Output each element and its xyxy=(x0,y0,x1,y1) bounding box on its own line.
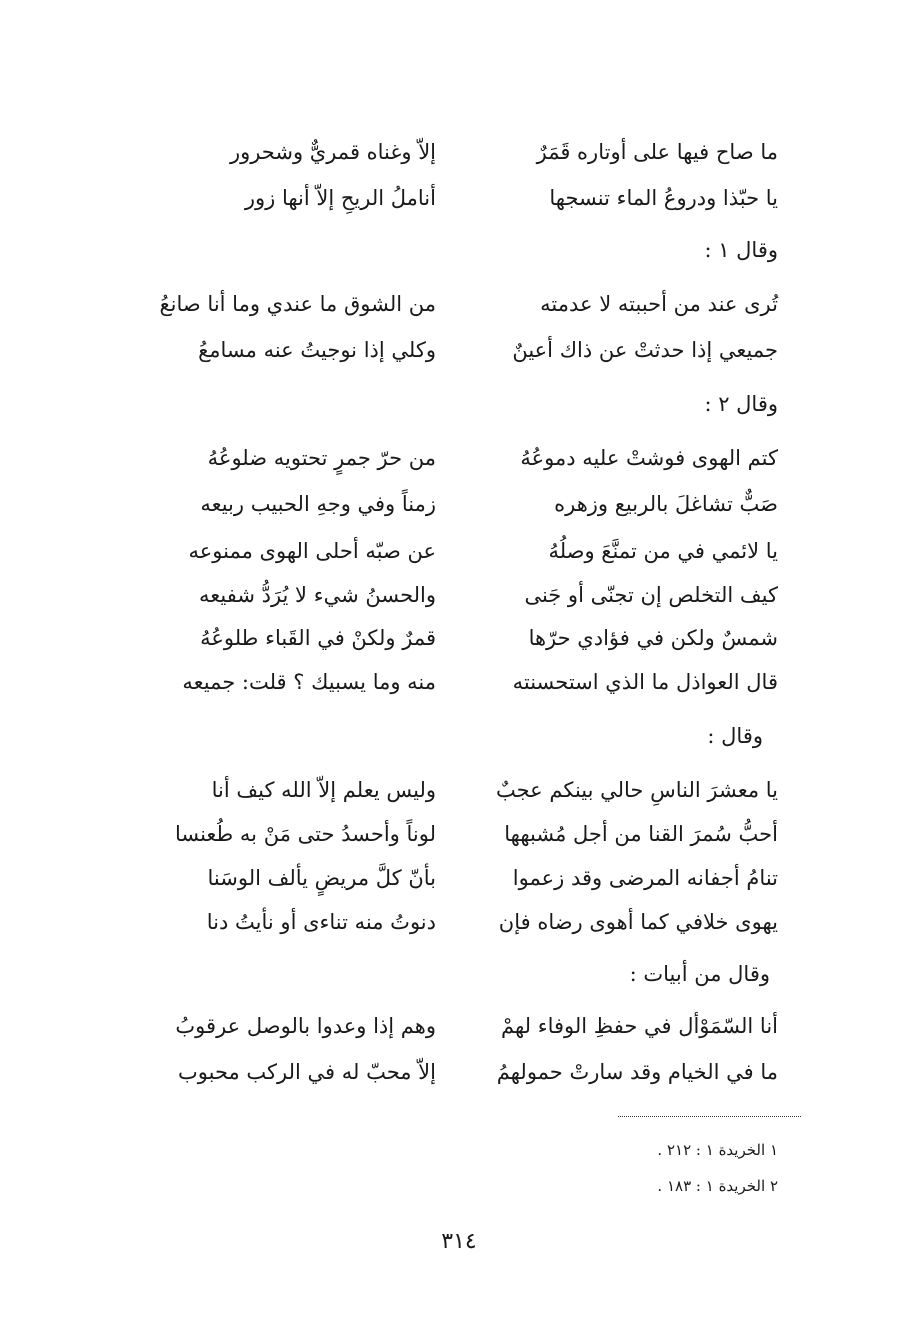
footnote-divider xyxy=(618,1116,801,1117)
poem-intro: وقال ١ : xyxy=(704,238,778,262)
verse-second-hemistich: وليس يعلم إلاّ الله كيف أنا xyxy=(211,778,436,802)
verse-second-hemistich: وهم إذا وعدوا بالوصل عرقوبُ xyxy=(175,1014,436,1038)
verse-first-hemistich: قال العواذل ما الذي استحسنته xyxy=(512,670,778,694)
poem-intro: وقال ٢ : xyxy=(704,392,778,416)
verse-first-hemistich: شمسٌ ولكن في فؤادي حرّها xyxy=(528,626,778,650)
verse-second-hemistich: إلاّ محبّ له في الركب محبوب xyxy=(177,1060,436,1084)
verse-second-hemistich: أناملُ الريحِ إلاّ أنها زور xyxy=(244,186,436,210)
verse-first-hemistich: صَبٌّ تشاغلَ بالربيع وزهره xyxy=(554,492,778,516)
verse-second-hemistich: عن صبّه أحلى الهوى ممنوعه xyxy=(188,539,436,563)
verse-second-hemistich: بأنّ كلَّ مريضٍ يألف الوسَنا xyxy=(207,866,436,890)
verse-second-hemistich: من الشوق ما عندي وما أنا صانعُ xyxy=(159,292,436,316)
verse-first-hemistich: يهوى خلافي كما أهوى رضاه فإن xyxy=(498,910,778,934)
verse-first-hemistich: ما صاح فيها على أوتاره قَمَرٌ xyxy=(536,140,778,164)
verse-first-hemistich: كيف التخلص إن تجنّى أو جَنى xyxy=(524,583,778,607)
verse-second-hemistich: وكلي إذا نوجيتُ عنه مسامعُ xyxy=(198,338,436,362)
poem-intro: وقال : xyxy=(707,724,763,748)
verse-second-hemistich: منه وما يسبيك ؟ قلت: جميعه xyxy=(182,670,436,694)
footnote: ١ الخريدة ١ : ٢١٢ . xyxy=(657,1141,778,1159)
verse-first-hemistich: أنا السّمَوْأل في حفظِ الوفاء لهمْ xyxy=(500,1014,778,1038)
verse-first-hemistich: ما في الخيام وقد سارتْ حمولهمُ xyxy=(496,1060,778,1084)
verse-second-hemistich: والحسنُ شيء لا يُرَدُّ شفيعه xyxy=(198,583,436,607)
verse-second-hemistich: دنوتُ منه تناءى أو نأيتُ دنا xyxy=(206,910,436,934)
verse-first-hemistich: تنامُ أجفانه المرضى وقد زعموا xyxy=(512,866,778,890)
page-number: ٣١٤ xyxy=(441,1229,477,1254)
verse-second-hemistich: زمناً وفي وجهِ الحبيب ربيعه xyxy=(200,492,436,516)
footnote: ٢ الخريدة ١ : ١٨٣ . xyxy=(657,1177,778,1195)
verse-first-hemistich: تُرى عند من أحببته لا عدمته xyxy=(540,292,778,316)
verse-first-hemistich: كتم الهوى فوشتْ عليه دموعُهُ xyxy=(520,446,778,470)
verse-second-hemistich: قمرٌ ولكنْ في القَباء طلوعُهُ xyxy=(200,626,436,650)
verse-first-hemistich: أحبُّ سُمرَ القنا من أجل مُشبهها xyxy=(504,822,778,846)
verse-second-hemistich: من حرّ جمرٍ تحتويه ضلوعُهُ xyxy=(207,446,436,470)
verse-first-hemistich: جميعي إذا حدثتْ عن ذاك أعينٌ xyxy=(512,338,778,362)
verse-first-hemistich: يا لائمي في من تمنَّعَ وصلُهُ xyxy=(548,539,778,563)
verse-first-hemistich: يا حبّذا ودروعُ الماء تنسجها xyxy=(549,186,778,210)
poem-intro: وقال من أبيات : xyxy=(629,962,770,986)
verse-second-hemistich: إلاّ وغناه قمريٌّ وشحرور xyxy=(229,140,436,164)
verse-first-hemistich: يا معشرَ الناسِ حالي بينكم عجبٌ xyxy=(495,778,778,802)
verse-second-hemistich: لوناً وأحسدُ حتى مَنْ به طُعنسا xyxy=(174,822,436,846)
